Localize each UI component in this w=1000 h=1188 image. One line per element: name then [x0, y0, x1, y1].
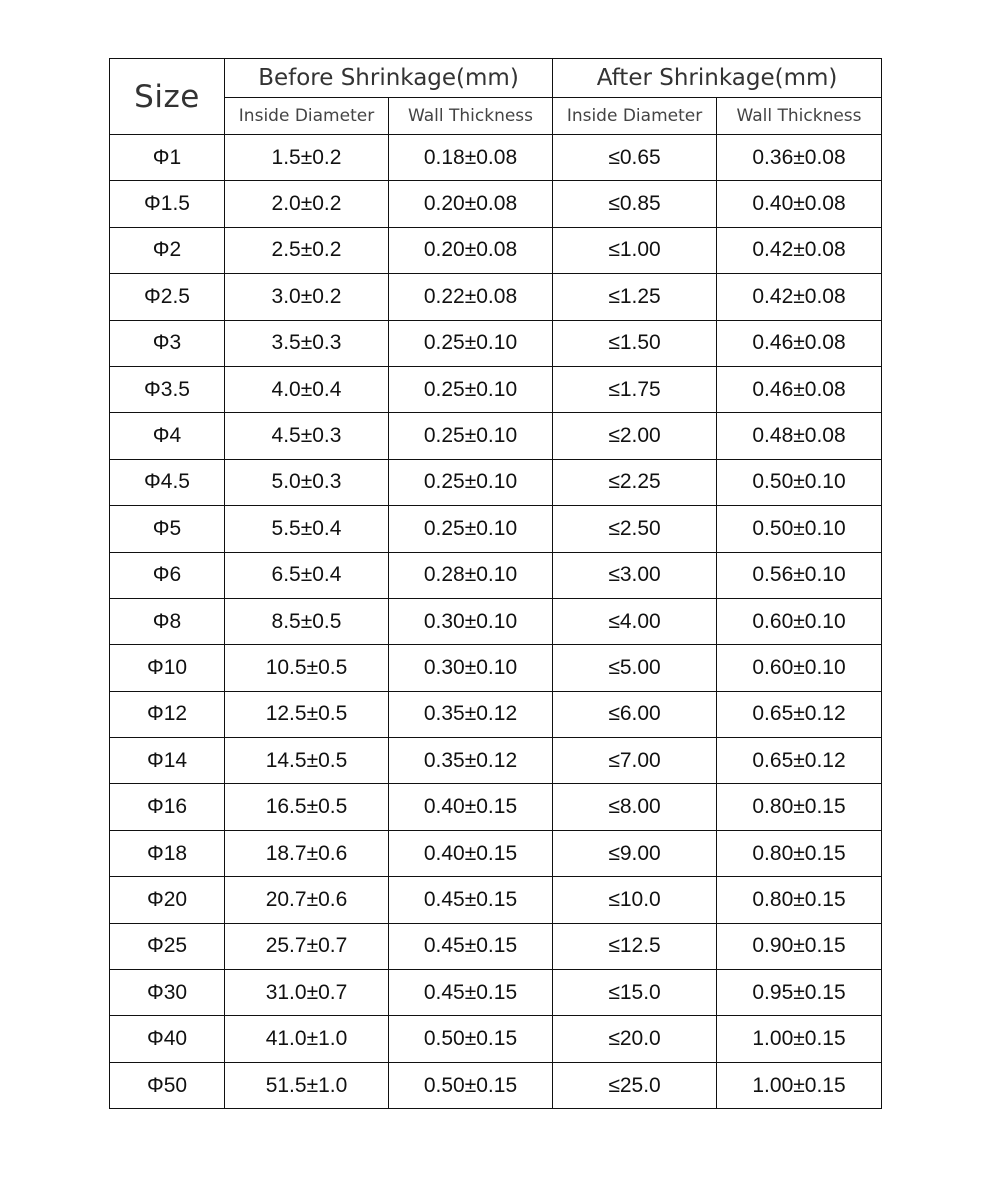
- after-wall-thickness-cell: 0.46±0.08: [717, 320, 882, 366]
- table-row: [110, 366, 882, 412]
- table-row: [110, 1062, 882, 1108]
- before-wall-thickness-cell: 0.25±0.10: [389, 320, 553, 366]
- before-inside-diameter-cell: 41.0±1.0: [225, 1016, 389, 1062]
- size-cell: Φ30: [110, 970, 225, 1016]
- before-wall-thickness-cell: 0.45±0.15: [389, 970, 553, 1016]
- size-cell: Φ2.5: [110, 274, 225, 320]
- table-row: [110, 135, 882, 181]
- after-wall-thickness-cell: 0.60±0.10: [717, 598, 882, 644]
- after-wall-thickness-cell: 0.80±0.15: [717, 877, 882, 923]
- after-wall-thickness-cell: 0.42±0.08: [717, 227, 882, 273]
- size-cell: Φ8: [110, 598, 225, 644]
- before-wall-thickness-cell: 0.22±0.08: [389, 274, 553, 320]
- before-inside-diameter-cell: 2.0±0.2: [225, 181, 389, 227]
- after-inside-diameter-cell: ≤2.00: [553, 413, 717, 459]
- before-inside-diameter-cell: 5.0±0.3: [225, 459, 389, 505]
- before-wall-thickness-cell: 0.25±0.10: [389, 366, 553, 412]
- after-wall-thickness-cell: 0.36±0.08: [717, 135, 882, 181]
- before-inside-diameter-cell: 3.5±0.3: [225, 320, 389, 366]
- after-inside-diameter-cell: ≤6.00: [553, 691, 717, 737]
- after-inside-diameter-cell: ≤9.00: [553, 830, 717, 876]
- after-wall-thickness-cell: 0.46±0.08: [717, 366, 882, 412]
- table-row: [110, 552, 882, 598]
- before-wall-thickness-cell: 0.30±0.10: [389, 598, 553, 644]
- before-wall-thickness-cell: 0.35±0.12: [389, 691, 553, 737]
- after-inside-diameter-cell: ≤8.00: [553, 784, 717, 830]
- table-body: [110, 135, 882, 1109]
- size-cell: Φ3: [110, 320, 225, 366]
- after-inside-diameter-cell: ≤15.0: [553, 970, 717, 1016]
- after-wall-thickness-cell: 0.65±0.12: [717, 738, 882, 784]
- before-wall-thickness-cell: 0.25±0.10: [389, 413, 553, 459]
- after-inside-diameter-cell: ≤10.0: [553, 877, 717, 923]
- after-wall-thickness-cell: 0.80±0.15: [717, 784, 882, 830]
- table-row: [110, 227, 882, 273]
- before-wall-thickness-cell: 0.50±0.15: [389, 1062, 553, 1108]
- table-row: [110, 738, 882, 784]
- before-inside-diameter-cell: 8.5±0.5: [225, 598, 389, 644]
- before-wall-thickness-cell: 0.45±0.15: [389, 923, 553, 969]
- size-cell: Φ25: [110, 923, 225, 969]
- size-cell: Φ4.5: [110, 459, 225, 505]
- after-inside-diameter-cell: ≤4.00: [553, 598, 717, 644]
- after-inside-diameter-cell: ≤2.50: [553, 506, 717, 552]
- before-wall-thickness-cell: 0.50±0.15: [389, 1016, 553, 1062]
- after-inside-diameter-cell: ≤0.85: [553, 181, 717, 227]
- after-wall-thickness-cell: 0.50±0.10: [717, 506, 882, 552]
- table-row: [110, 784, 882, 830]
- after-inside-diameter-cell: ≤20.0: [553, 1016, 717, 1062]
- table-row: [110, 691, 882, 737]
- after-inside-diameter-cell: ≤5.00: [553, 645, 717, 691]
- size-column-header: Size: [110, 59, 225, 135]
- after-inside-diameter-cell: ≤1.50: [553, 320, 717, 366]
- table-row: [110, 923, 882, 969]
- before-inside-diameter-cell: 20.7±0.6: [225, 877, 389, 923]
- size-cell: Φ18: [110, 830, 225, 876]
- table-row: [110, 877, 882, 923]
- before-inside-diameter-cell: 3.0±0.2: [225, 274, 389, 320]
- before-wall-thickness-cell: 0.28±0.10: [389, 552, 553, 598]
- size-cell: Φ2: [110, 227, 225, 273]
- before-wall-thickness-cell: 0.40±0.15: [389, 830, 553, 876]
- before-shrinkage-header: Before Shrinkage(mm): [225, 59, 553, 98]
- after-wall-thickness-cell: 0.80±0.15: [717, 830, 882, 876]
- before-inside-diameter-cell: 10.5±0.5: [225, 645, 389, 691]
- before-wall-thickness-cell: 0.35±0.12: [389, 738, 553, 784]
- after-wall-thickness-cell: 0.50±0.10: [717, 459, 882, 505]
- after-inside-diameter-cell: ≤2.25: [553, 459, 717, 505]
- size-cell: Φ1: [110, 135, 225, 181]
- after-inside-diameter-cell: ≤25.0: [553, 1062, 717, 1108]
- after-inside-diameter-cell: ≤1.75: [553, 366, 717, 412]
- before-inside-diameter-cell: 51.5±1.0: [225, 1062, 389, 1108]
- before-wall-thickness-cell: 0.25±0.10: [389, 506, 553, 552]
- table-row: [110, 413, 882, 459]
- before-wall-thickness-cell: 0.20±0.08: [389, 227, 553, 273]
- after-wall-thickness-cell: 0.48±0.08: [717, 413, 882, 459]
- after-inside-diameter-cell: ≤12.5: [553, 923, 717, 969]
- before-wall-thickness-cell: 0.18±0.08: [389, 135, 553, 181]
- shrinkage-spec-table: [109, 58, 882, 1109]
- after-wall-thickness-cell: 0.90±0.15: [717, 923, 882, 969]
- size-cell: Φ10: [110, 645, 225, 691]
- before-inside-diameter-cell: 4.5±0.3: [225, 413, 389, 459]
- after-wall-thickness-cell: 0.95±0.15: [717, 970, 882, 1016]
- before-inside-diameter-cell: 5.5±0.4: [225, 506, 389, 552]
- table-row: [110, 181, 882, 227]
- after-inside-diameter-cell: ≤1.25: [553, 274, 717, 320]
- after-wall-thickness-cell: 0.42±0.08: [717, 274, 882, 320]
- table-row: [110, 320, 882, 366]
- table-row: [110, 459, 882, 505]
- before-inside-diameter-cell: 12.5±0.5: [225, 691, 389, 737]
- table-header: [110, 59, 882, 135]
- after-wall-thickness-cell: 0.40±0.08: [717, 181, 882, 227]
- header-sub-row: [110, 98, 882, 135]
- size-cell: Φ40: [110, 1016, 225, 1062]
- after-inside-diameter-cell: ≤0.65: [553, 135, 717, 181]
- size-cell: Φ12: [110, 691, 225, 737]
- before-inside-diameter-cell: 6.5±0.4: [225, 552, 389, 598]
- size-cell: Φ50: [110, 1062, 225, 1108]
- after-inside-diameter-header: Inside Diameter: [553, 98, 717, 135]
- before-inside-diameter-header: Inside Diameter: [225, 98, 389, 135]
- before-inside-diameter-cell: 1.5±0.2: [225, 135, 389, 181]
- before-inside-diameter-cell: 16.5±0.5: [225, 784, 389, 830]
- after-wall-thickness-header: Wall Thickness: [717, 98, 882, 135]
- table-row: [110, 830, 882, 876]
- table-row: [110, 274, 882, 320]
- after-wall-thickness-cell: 0.56±0.10: [717, 552, 882, 598]
- after-wall-thickness-cell: 0.60±0.10: [717, 645, 882, 691]
- size-cell: Φ1.5: [110, 181, 225, 227]
- after-inside-diameter-cell: ≤7.00: [553, 738, 717, 784]
- size-cell: Φ20: [110, 877, 225, 923]
- after-wall-thickness-cell: 1.00±0.15: [717, 1062, 882, 1108]
- size-cell: Φ4: [110, 413, 225, 459]
- before-inside-diameter-cell: 14.5±0.5: [225, 738, 389, 784]
- after-wall-thickness-cell: 1.00±0.15: [717, 1016, 882, 1062]
- size-cell: Φ3.5: [110, 366, 225, 412]
- header-group-row: [110, 59, 882, 98]
- before-inside-diameter-cell: 25.7±0.7: [225, 923, 389, 969]
- table-row: [110, 1016, 882, 1062]
- before-wall-thickness-cell: 0.45±0.15: [389, 877, 553, 923]
- before-inside-diameter-cell: 4.0±0.4: [225, 366, 389, 412]
- before-wall-thickness-cell: 0.40±0.15: [389, 784, 553, 830]
- after-wall-thickness-cell: 0.65±0.12: [717, 691, 882, 737]
- after-shrinkage-header: After Shrinkage(mm): [553, 59, 882, 98]
- before-inside-diameter-cell: 18.7±0.6: [225, 830, 389, 876]
- before-wall-thickness-cell: 0.20±0.08: [389, 181, 553, 227]
- before-inside-diameter-cell: 2.5±0.2: [225, 227, 389, 273]
- table-row: [110, 645, 882, 691]
- after-inside-diameter-cell: ≤1.00: [553, 227, 717, 273]
- table-row: [110, 970, 882, 1016]
- after-inside-diameter-cell: ≤3.00: [553, 552, 717, 598]
- before-wall-thickness-cell: 0.25±0.10: [389, 459, 553, 505]
- table-row: [110, 506, 882, 552]
- size-cell: Φ16: [110, 784, 225, 830]
- size-cell: Φ5: [110, 506, 225, 552]
- before-inside-diameter-cell: 31.0±0.7: [225, 970, 389, 1016]
- before-wall-thickness-cell: 0.30±0.10: [389, 645, 553, 691]
- table-row: [110, 598, 882, 644]
- before-wall-thickness-header: Wall Thickness: [389, 98, 553, 135]
- size-cell: Φ6: [110, 552, 225, 598]
- size-cell: Φ14: [110, 738, 225, 784]
